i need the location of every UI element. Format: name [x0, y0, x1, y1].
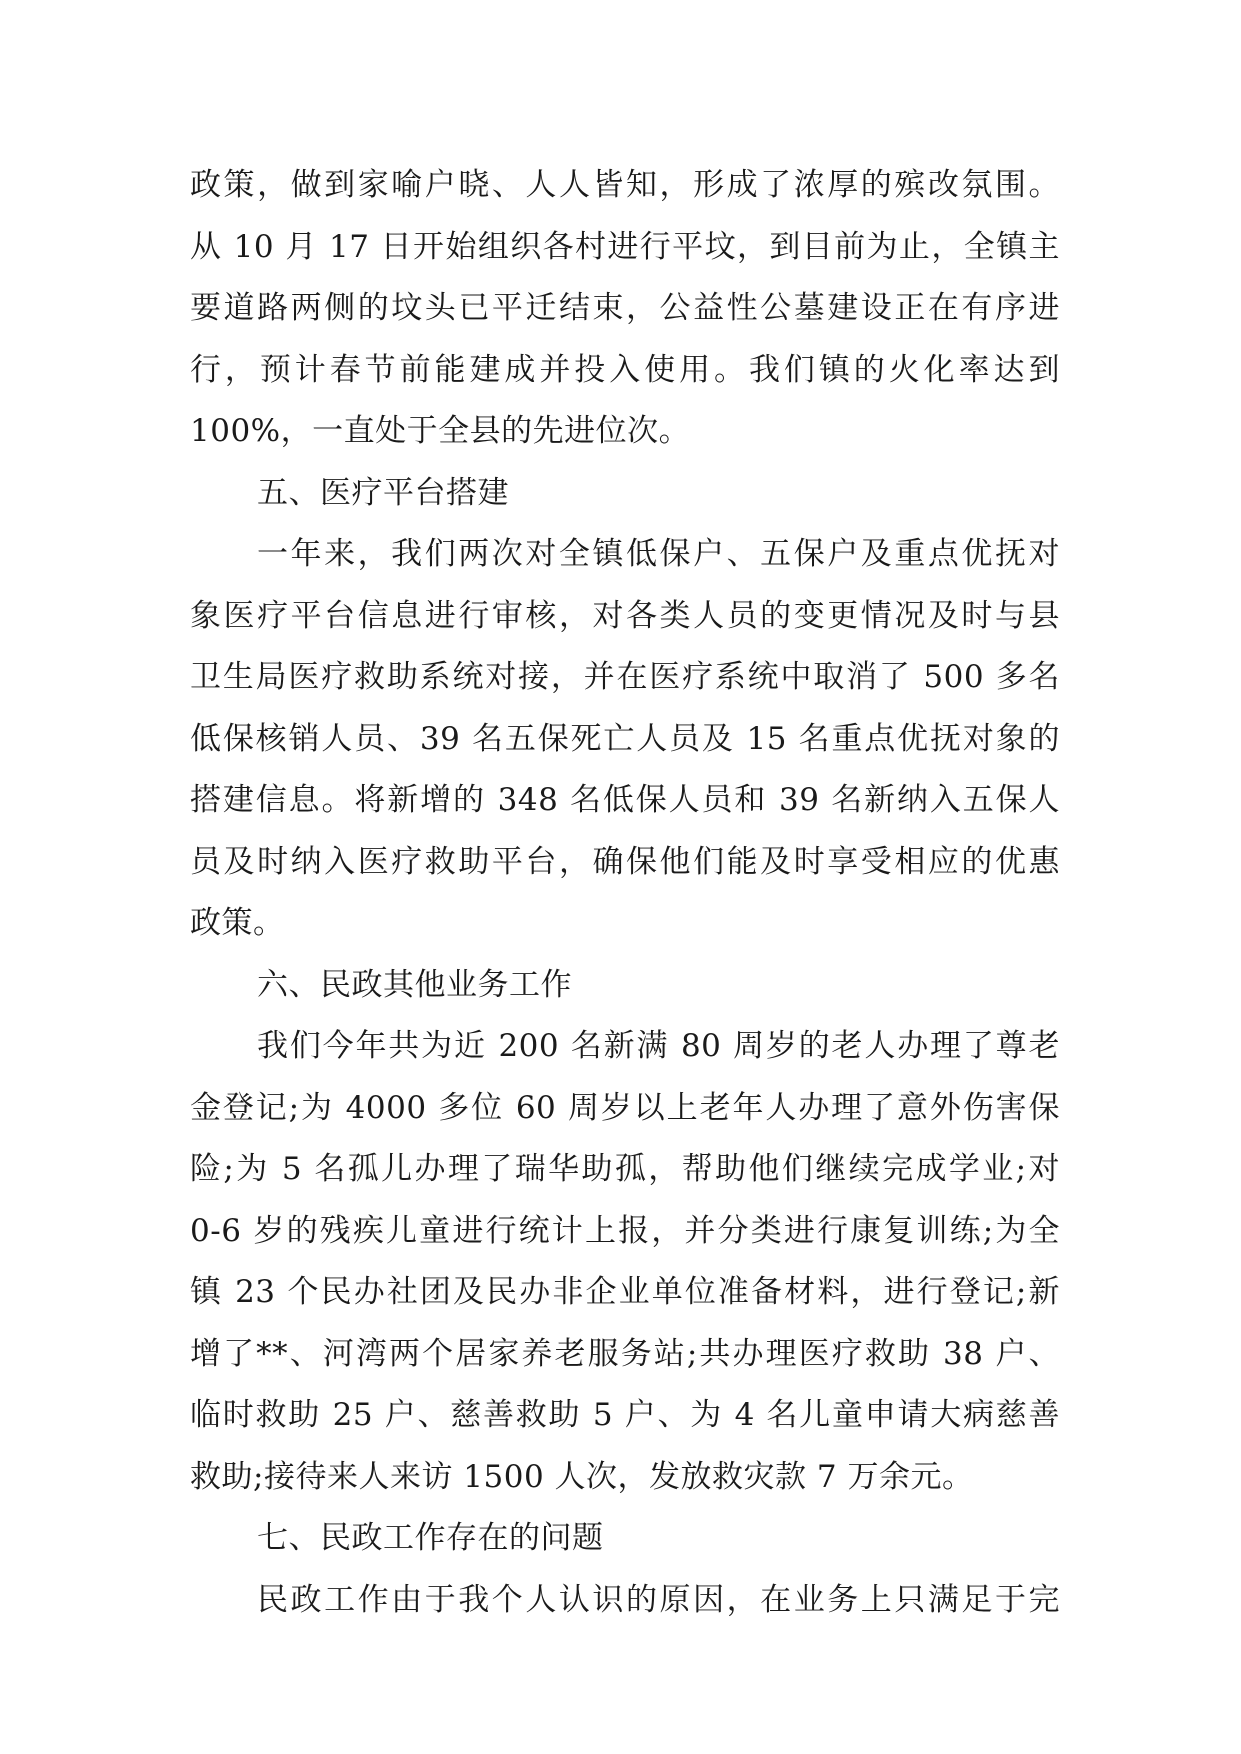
- section-heading: 七、民政工作存在的问题: [257, 1520, 604, 1556]
- text-line: 要道路两侧的坟头已平迁结束，公益性公墓建设正在有序进: [190, 290, 1060, 326]
- text-line: 临时救助 25 户、慈善救助 5 户、为 4 名儿童申请大病慈善: [190, 1397, 1060, 1433]
- text-line: 镇 23 个民办社团及民办非企业单位准备材料，进行登记;新: [190, 1274, 1060, 1310]
- section-heading: 五、医疗平台搭建: [257, 474, 509, 511]
- text-line: 增了**、河湾两个居家养老服务站;共办理医疗救助 38 户、: [190, 1335, 1060, 1372]
- text-line: 低保核销人员、39 名五保死亡人员及 15 名重点优抚对象的: [190, 720, 1060, 757]
- text-line: 金登记;为 4000 多位 60 周岁以上老年人办理了意外伤害保: [190, 1089, 1060, 1126]
- text-line: 0-6 岁的残疾儿童进行统计上报，并分类进行康复训练;为全: [190, 1212, 1060, 1249]
- section-heading: 六、民政其他业务工作: [257, 966, 572, 1003]
- text-line: 险;为 5 名孤儿办理了瑞华助孤，帮助他们继续完成学业;对: [190, 1151, 1060, 1187]
- text-line: 政策。: [190, 905, 285, 941]
- text-line: 搭建信息。将新增的 348 名低保人员和 39 名新纳入五保人: [190, 782, 1060, 818]
- text-line: 救助;接待来人来访 1500 人次，发放救灾款 7 万余元。: [190, 1458, 974, 1495]
- text-line: 员及时纳入医疗救助平台，确保他们能及时享受相应的优惠: [190, 843, 1060, 880]
- text-line: 一年来，我们两次对全镇低保户、五保户及重点优抚对: [257, 536, 1060, 572]
- text-line: 卫生局医疗救助系统对接，并在医疗系统中取消了 500 多名: [190, 659, 1060, 695]
- text-line: 100%，一直处于全县的先进位次。: [190, 413, 691, 449]
- document-page: [190, 155, 1060, 1631]
- text-line: 象医疗平台信息进行审核，对各类人员的变更情况及时与县: [190, 597, 1060, 634]
- text-line: 我们今年共为近 200 名新满 80 周岁的老人办理了尊老: [257, 1028, 1060, 1064]
- text-line: 从 10 月 17 日开始组织各村进行平坟，到目前为止，全镇主: [190, 228, 1060, 265]
- text-line: 民政工作由于我个人认识的原因，在业务上只满足于完: [257, 1581, 1060, 1618]
- text-line: 政策，做到家喻户晓、人人皆知，形成了浓厚的殡改氛围。: [190, 167, 1060, 203]
- text-line: 行，预计春节前能建成并投入使用。我们镇的火化率达到: [190, 351, 1060, 388]
